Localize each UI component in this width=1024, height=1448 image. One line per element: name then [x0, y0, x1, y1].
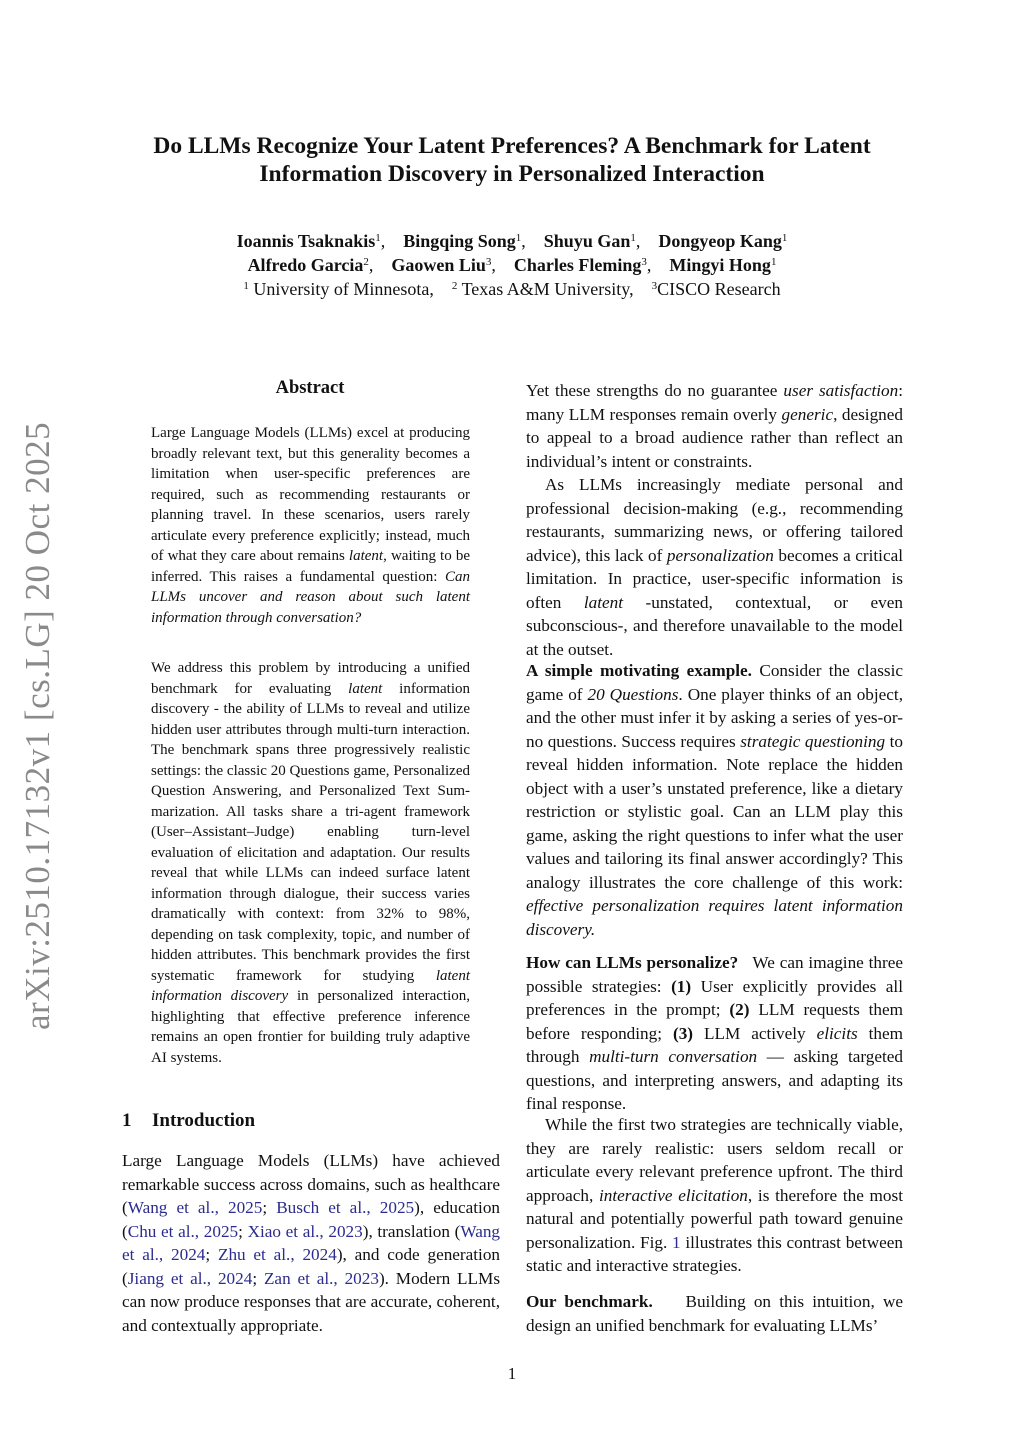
- affiliation-mark: 1: [375, 232, 381, 244]
- text: illustrates this contrast between static and interactive strategies.: [526, 1232, 903, 1275]
- affiliation-mark: 3: [485, 256, 492, 268]
- citation-link[interactable]: Zan et al., 2023: [263, 1268, 379, 1288]
- affiliation-mark: 1: [781, 232, 788, 244]
- author-name: Charles Fleming: [513, 255, 642, 275]
- text: LLM actively: [693, 1023, 817, 1043]
- arxiv-sidebar: [18, 421, 58, 1070]
- text: While the first two strategies are technically viable, they are rarely realistic: users seldom recall or articulate every relevant preference upfront. The third approach,: [526, 1115, 903, 1205]
- personalize-strategies-paragraph: [526, 951, 908, 1116]
- right-paragraph-2: [526, 473, 903, 661]
- text: to reveal hidden information. Note replace the hidden object with a user’s unstated preference, like a dietary restriction or stylistic goal. Can an LLM play this game, asking the right questions to infer what the user values and tailoring its final answer accordingly? This analogy illustrates the core challenge of this work:: [526, 731, 903, 892]
- text: As LLMs increasingly mediate personal and professional decision-making (e.g., recommending restaurants, summarizing news, or offering tailored advice), this lack of: [526, 475, 903, 565]
- affiliation-mark: 2: [363, 256, 369, 268]
- text: ;: [262, 1198, 268, 1217]
- affiliation-mark: 1: [770, 256, 777, 268]
- emphasis: generic: [781, 404, 834, 424]
- affiliation: Texas A&M University,: [461, 279, 634, 299]
- abstract-paragraph-1: [151, 423, 470, 628]
- text: ;: [205, 1245, 211, 1264]
- emphasis: personalization: [666, 545, 774, 565]
- author-name: Mingyi Hong: [669, 255, 771, 275]
- text: ), and code generation (: [122, 1245, 501, 1288]
- benchmark-paragraph: [526, 1290, 908, 1337]
- figure-link[interactable]: 1: [672, 1232, 681, 1252]
- emphasis: effective personalization requires latent information discovery.: [526, 896, 903, 939]
- emphasis: latent: [348, 680, 383, 697]
- author-name: Gaowen Liu: [391, 255, 486, 275]
- affiliation: CISCO Research: [657, 279, 781, 299]
- list-number: (1): [671, 976, 692, 996]
- emphasis: interactive elicitation: [599, 1185, 748, 1205]
- right-paragraph-5: [526, 1113, 903, 1278]
- citation-link[interactable]: Busch et al., 2025: [276, 1198, 415, 1217]
- emphasis: latent: [583, 592, 623, 612]
- author-line-1: Ioannis Tsaknakis$^1$, Bingqing Song$^1$, Shuyu Gan$^1$, Dongyeop Kang$^1$: [236, 231, 788, 251]
- list-number: (2): [729, 1000, 750, 1019]
- text: Consider the classic game of: [526, 661, 903, 704]
- section-number: 1: [122, 1110, 132, 1131]
- affiliation-mark: 3: [641, 256, 647, 268]
- abstract-paragraph-2: [151, 658, 470, 1068]
- author-name: Dongyeop Kang: [658, 231, 782, 251]
- text: ). Modern LLMs can now produce responses that are accurate, coherent, and contextually appropriate.: [122, 1268, 501, 1335]
- text: Large Language Models (LLMs) have achieved remarkable success across domains, such as healthcare (: [122, 1151, 500, 1217]
- paragraph-heading: A simple motivating example.: [526, 661, 752, 680]
- emphasis: strategic questioning: [740, 731, 886, 751]
- text: , designed to appeal to a broad audience rather than reflect an individual’s intent or constraints.: [526, 404, 903, 471]
- affiliation-mark: 3: [651, 280, 658, 292]
- text: in personalized interaction, highlighting that effective preference inference remains an open frontier for building truly adaptive AI systems.: [151, 988, 470, 1066]
- citation-link[interactable]: Zhu et al., 2024: [217, 1245, 337, 1264]
- text: ;: [252, 1268, 258, 1288]
- paragraph-heading: How can LLMs personalize?: [526, 953, 739, 972]
- author-name: Ioannis Tsaknakis: [236, 231, 376, 251]
- arxiv-identifier: arXiv:2510.17132v1 [cs.LG] 20 Oct 2025: [18, 421, 57, 1030]
- motivating-example-paragraph: [526, 659, 903, 941]
- citation-link[interactable]: Wang et al., 2024: [122, 1221, 501, 1264]
- affiliation-mark: 1: [630, 232, 636, 244]
- affiliation-mark: 1: [515, 232, 522, 244]
- text: becomes a critical limitation. In practice, user-specific information is often: [526, 545, 903, 612]
- citation-link[interactable]: Wang et al., 2025: [127, 1198, 263, 1217]
- author-line-2: Alfredo Garcia$^2$, Gaowen Liu$^3$, Charles Fleming$^3$, Mingyi Hong$^1$: [247, 255, 777, 275]
- text: : many LLM responses remain overly: [526, 381, 904, 424]
- citation-link[interactable]: Chu et al., 2025: [127, 1221, 239, 1241]
- citation-link[interactable]: Jiang et al., 2024: [127, 1268, 253, 1288]
- list-number: (3): [672, 1023, 694, 1043]
- text: ;: [238, 1221, 243, 1241]
- emphasis: user satisfaction: [783, 381, 899, 400]
- text: , is therefore the most natural and potentially powerful path toward genuine personalization. Fig.: [526, 1185, 903, 1252]
- citation-link[interactable]: Xiao et al., 2023: [247, 1221, 363, 1241]
- affiliation-mark: 1: [243, 280, 249, 292]
- text: Yet these strengths do no guarantee: [526, 381, 784, 400]
- section-title: Introduction: [152, 1110, 256, 1131]
- paragraph-heading: Our benchmark.: [526, 1292, 653, 1311]
- affiliation-mark: 2: [451, 280, 458, 292]
- text: information discovery - the ability of LLMs to reveal and utilize hidden user attributes through multi-turn interaction. The benchmark spans three progressively realistic settings: the classic 20 Questions game, Personalized Question Answering, and Personalized Text Summarization. All tasks share a tri-agent framework (User–Assistant–Judge) enabling turn-level evaluation of elicitation and adaptation. Our results reveal that while LLMs can indeed surface latent information through dialogue, their success varies dramatically with context: from 32% to 98%, depending on task complexity, topic, and number of hidden attributes. This benchmark provides the first systematic framework for studying: [151, 680, 470, 984]
- author-name: Alfredo Garcia: [247, 255, 364, 275]
- text: them through: [526, 1023, 904, 1066]
- paper-title: [80, 132, 944, 188]
- title-line-1: Do LLMs Recognize Your Latent Preferences? A Benchmark for Latent: [153, 133, 871, 159]
- emphasis: multi-turn conversation: [589, 1047, 758, 1066]
- text: We address this problem by introducing a unified benchmark for evaluating: [151, 660, 470, 697]
- emphasis: 20 Questions: [587, 684, 679, 704]
- author-name: Bingqing Song: [403, 231, 516, 251]
- author-name: Shuyu Gan: [543, 231, 631, 251]
- text: LLM requests them before responding;: [526, 1000, 904, 1043]
- research-question: Can LLMs uncover and reason about such latent information through conversation?: [151, 568, 470, 626]
- text: . One player thinks of an object, and the other must infer it by asking a series of yes-or-no questions. Success requires: [526, 684, 904, 751]
- page-number: 1: [507, 1364, 517, 1383]
- emphasis: elicits: [816, 1023, 858, 1043]
- title-line-2: Information Discovery in Personalized Interaction: [259, 161, 765, 187]
- text: -unstated, contextual, or even subconscious-, and therefore unavailable to the model at the outset.: [526, 592, 903, 659]
- affiliation: University of Minnesota,: [253, 279, 434, 299]
- text: Large Language Models (LLMs) excel at producing broadly relevant text, but this generality becomes a limitation when user-specific preferences are required, such as recommending restaurants or planning travel. In these scenarios, users rarely articulate every preference explicitly; instead, much of what they care about remains: [151, 425, 470, 564]
- text: — asking targeted questions, and interpreting answers, and adapting its final response.: [526, 1047, 903, 1113]
- text: User explicitly provides all preferences in the prompt;: [526, 976, 903, 1019]
- abstract-heading: Abstract: [275, 378, 345, 398]
- section-heading-introduction: [122, 1110, 255, 1132]
- text: ), education (: [122, 1198, 501, 1241]
- emphasis: latent: [348, 548, 384, 564]
- intro-paragraph: [122, 1149, 500, 1337]
- emphasis: latent information discovery: [151, 967, 470, 1004]
- text: Building on this intuition, we design an unified benchmark for evaluating LLMs’: [526, 1292, 908, 1335]
- text: ), translation (: [362, 1221, 461, 1241]
- affiliations: [80, 277, 944, 301]
- right-paragraph-1: [526, 379, 903, 473]
- text: We can imagine three possible strategies:: [526, 953, 908, 996]
- text: , waiting to be inferred. This raises a fundamental question:: [151, 548, 470, 585]
